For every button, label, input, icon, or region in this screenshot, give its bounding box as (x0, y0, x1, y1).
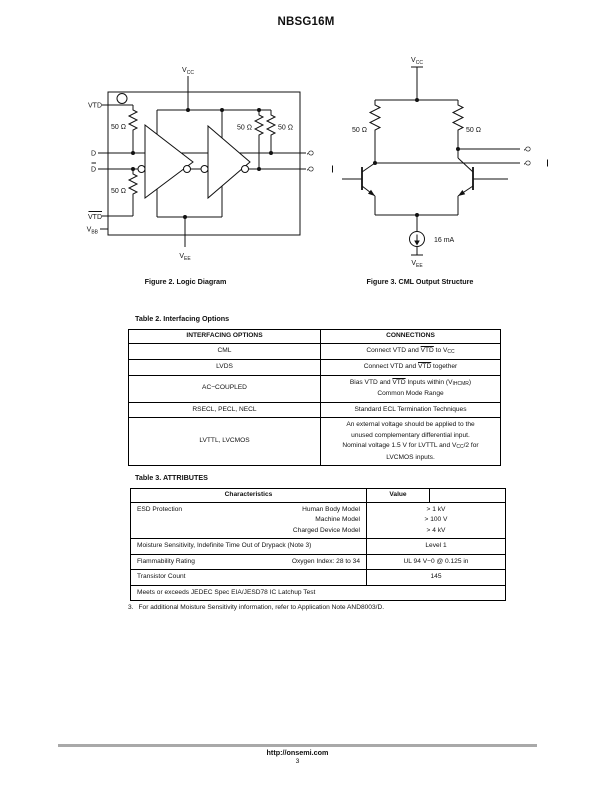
buffer1-triangle (145, 125, 193, 198)
col-header-characteristics: Characteristics (131, 489, 367, 503)
table-header-row (131, 489, 506, 503)
connection-cell: Standard ECL Termination Techniques (321, 402, 501, 418)
col-header-connections: CONNECTIONS (321, 330, 501, 344)
col-header-empty (430, 489, 506, 503)
table-row-jedec (131, 585, 506, 601)
option-cell: LVTTL, LVCMOS (129, 418, 321, 466)
option-cell: CML (129, 343, 321, 360)
inversion-bubble (201, 166, 208, 173)
table-row (129, 375, 501, 402)
connection-cell: An external voltage should be applied to the unused complementary differential input. Nominal voltage 1.5 V for LVTTL and VCC/2 for LVCMOS inputs. (321, 418, 501, 466)
vcc-label: $V_{CC}$ (411, 57, 423, 66)
buffer2-triangle (208, 126, 250, 198)
option-cell: LVDS (129, 360, 321, 376)
connection-cell: Connect VTD and $\overline{VTD}$ to VCC (321, 343, 501, 360)
resistor-50ohm (453, 100, 463, 149)
pin1-indicator-circle (117, 94, 127, 104)
interfacing-options-table (128, 329, 501, 466)
page-number: 3 (295, 758, 300, 765)
d-bar-label (91, 163, 96, 174)
vtd-label: VTD (88, 102, 102, 110)
d-label: D (90, 150, 96, 158)
table-row (129, 402, 501, 418)
resistor-value-label: 50 Ω (278, 124, 293, 132)
option-cell: AC−COUPLED (129, 375, 321, 402)
characteristic-cell: ESD Protection Human Body Model Machine Model Charged Device Model (131, 502, 367, 539)
footer-url-link[interactable]: http://onsemi.com (266, 748, 329, 757)
current-value-label: 16 mA (434, 237, 455, 244)
svg-text:Q: Q (523, 146, 531, 152)
esd-models: Human Body Model Machine Model Charged Device Model (292, 505, 360, 534)
jedec-cell: Meets or exceeds JEDEC Spec EIA/JESD78 IC Latchup Test (131, 585, 506, 601)
figure3-caption: Figure 3. CML Output Structure (366, 277, 474, 286)
table-row (129, 418, 501, 466)
table3-title: Table 3. ATTRIBUTES (135, 473, 208, 482)
svg-text:Q: Q (306, 166, 314, 172)
table-header-row (129, 330, 501, 344)
col-header-interfacing-options: INTERFACING OPTIONS (129, 330, 321, 344)
resistor-value-label: 50 Ω (111, 188, 126, 195)
inversion-bubble (184, 166, 191, 173)
page-title: NBSG16M (277, 16, 335, 28)
option-cell: RSECL, PECL, NECL (129, 402, 321, 418)
characteristic-cell: Flammability Rating Oxygen Index: 28 to 34 (131, 554, 367, 570)
emitter-arrow (368, 190, 375, 196)
resistor-50ohm (129, 169, 137, 216)
vcc-label: $V_{CC}$ (182, 67, 194, 76)
q-output-label (524, 146, 531, 152)
figure2-caption: Figure 2. Logic Diagram (144, 277, 227, 286)
vtd-bar-label (88, 212, 102, 222)
footnote-text: For additional Moisture Sensitivity information, refer to Application Note AND8003/D. (138, 604, 385, 611)
cml-wires (342, 67, 520, 255)
inversion-bubble (138, 166, 145, 173)
connection-cell: Connect VTD and $\overline{VTD}$ together (321, 360, 501, 376)
emitter-arrow (458, 190, 465, 196)
resistor-50ohm (129, 105, 137, 153)
logic-diagram-wires (98, 76, 306, 247)
q-bar-output-label (524, 160, 548, 167)
q-bar-output-label (307, 166, 333, 173)
value-cell: UL 94 V−0 @ 0.125 in (367, 554, 506, 570)
vee-label: $V_{EE}$ (411, 260, 423, 269)
table3-footnote (128, 604, 384, 611)
characteristic-cell: Moisture Sensitivity, Indefinite Time Out of Drypack (Note 3) (131, 539, 367, 555)
resistor-value-label: 50 Ω (466, 127, 481, 134)
svg-text:Q: Q (523, 160, 531, 166)
footnote-number: 3. (128, 604, 134, 611)
characteristic-cell: Transistor Count (131, 570, 367, 586)
attributes-table (130, 488, 506, 601)
vee-label: $V_{EE}$ (179, 253, 191, 262)
col-header-value: Value (367, 489, 430, 503)
footer-rule (58, 744, 537, 747)
value-cell: > 1 kV > 100 V > 4 kV (367, 502, 506, 539)
svg-text:VTD: VTD (88, 214, 102, 221)
table-row-esd (131, 502, 506, 539)
table-row-flammability (131, 554, 506, 570)
value-cell: 145 (367, 570, 506, 586)
logic-diagram-figure (62, 55, 320, 267)
resistor-value-label: 50 Ω (237, 124, 252, 132)
value-cell: Level 1 (367, 539, 506, 555)
inversion-bubble (242, 166, 249, 173)
q-output-label (307, 150, 314, 156)
svg-text:D: D (90, 166, 96, 174)
resistor-50ohm (267, 110, 275, 153)
table-row (129, 343, 501, 360)
resistor-50ohm (370, 100, 380, 163)
table-row-transistor (131, 570, 506, 586)
resistor-value-label: 50 Ω (111, 124, 126, 131)
resistor-value-label: 50 Ω (352, 127, 367, 134)
connection-cell: Bias VTD and $\overline{VTD}$ Inputs within (VIHCMR) Common Mode Range (321, 375, 501, 402)
table2-title: Table 2. Interfacing Options (135, 314, 230, 323)
vbb-label: $V_{BB}$ (86, 226, 98, 236)
cml-output-figure (330, 50, 545, 272)
buffer-triangles (117, 94, 250, 199)
svg-text:Q: Q (306, 150, 314, 156)
table-row (129, 360, 501, 376)
table-row-moisture (131, 539, 506, 555)
resistor-50ohm (255, 110, 263, 169)
